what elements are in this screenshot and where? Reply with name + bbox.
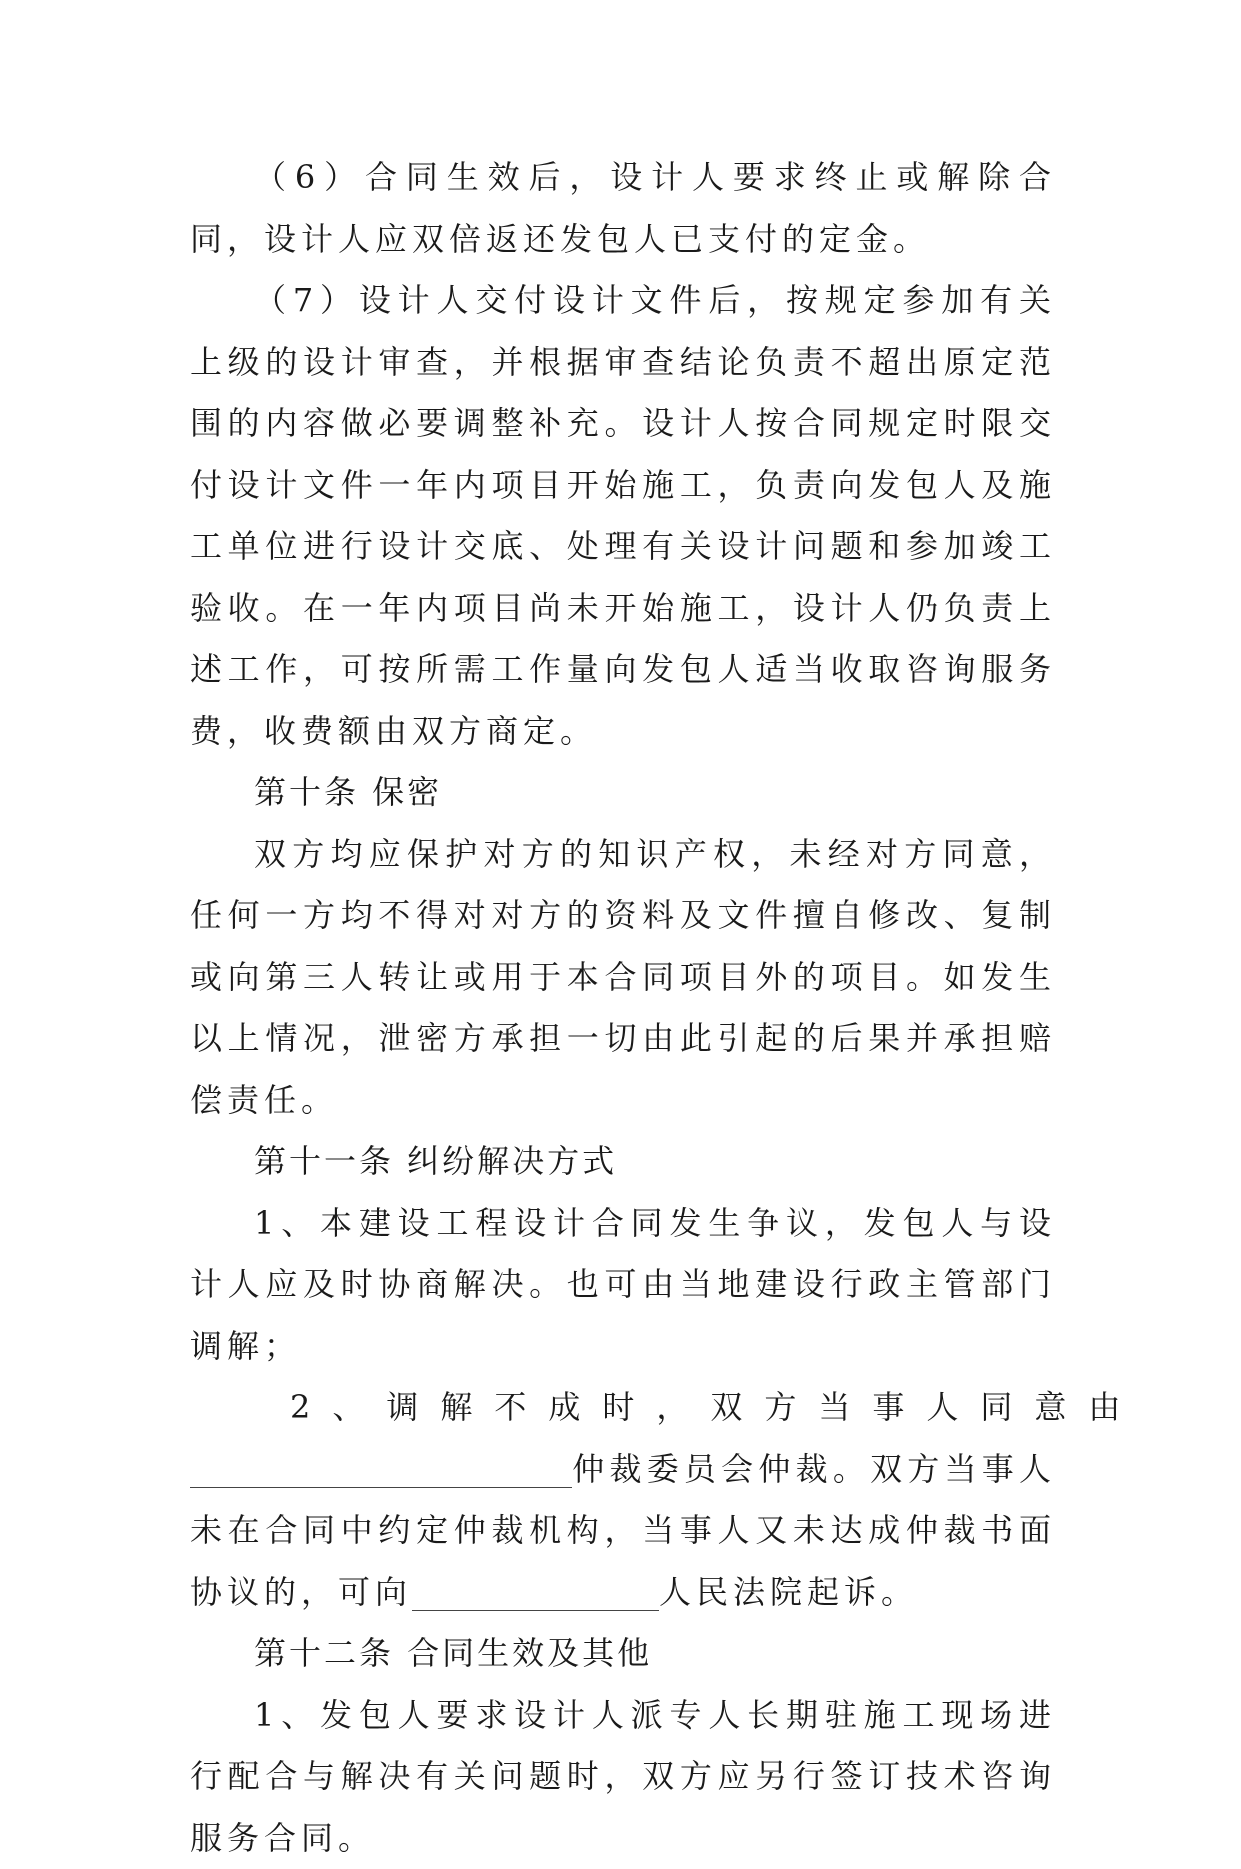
article-11-item-2-text: 仲裁委员会仲裁。双方当事人未在合同中约定仲裁机构，当事人又未达成仲裁书面协议的，可向 [190, 1450, 1056, 1611]
article-11-item-2-continuation [190, 1439, 1056, 1624]
paragraph-clause-7: （7）设计人交付设计文件后，按规定参加有关上级的设计审查，并根据审查结论负责不超出原定范围的内容做必要调整补充。设计人按合同规定时限交付设计文件一年内项目开始施工，负责向发包人及施工单位进行设计交底、处理有关设计问题和参加竣工验收。在一年内项目尚未开始施工，设计人仍负责上述工作，可按所需工作量向发包人适当收取咨询服务费，收费额由双方商定。 [190, 270, 1056, 762]
article-11-item-2-line-1: 2、调解不成时，双方当事人同意由 [190, 1377, 1056, 1439]
document-page [190, 147, 1056, 1869]
article-11-title: 第十一条 纠纷解决方式 [190, 1131, 1056, 1193]
article-10-body: 双方均应保护对方的知识产权，未经对方同意，任何一方均不得对对方的资料及文件擅自修改、复制或向第三人转让或用于本合同项目外的项目。如发生以上情况，泄密方承担一切由此引起的后果并承担赔偿责任。 [190, 824, 1056, 1132]
article-10-title: 第十条 保密 [190, 762, 1056, 824]
article-11-item-1: 1、本建设工程设计合同发生争议，发包人与设计人应及时协商解决。也可由当地建设行政主管部门调解； [190, 1193, 1056, 1378]
paragraph-clause-6: （6）合同生效后，设计人要求终止或解除合同，设计人应双倍返还发包人已支付的定金。 [190, 147, 1056, 270]
article-12-title: 第十二条 合同生效及其他 [190, 1623, 1056, 1685]
article-12-item-1: 1、发包人要求设计人派专人长期驻施工现场进行配合与解决有关问题时，双方应另行签订技术咨询服务合同。 [190, 1685, 1056, 1869]
article-11-item-2-end: 人民法院起诉。 [659, 1573, 918, 1611]
court-name-blank[interactable] [412, 1570, 659, 1611]
arbitration-commission-blank[interactable] [190, 1447, 572, 1488]
